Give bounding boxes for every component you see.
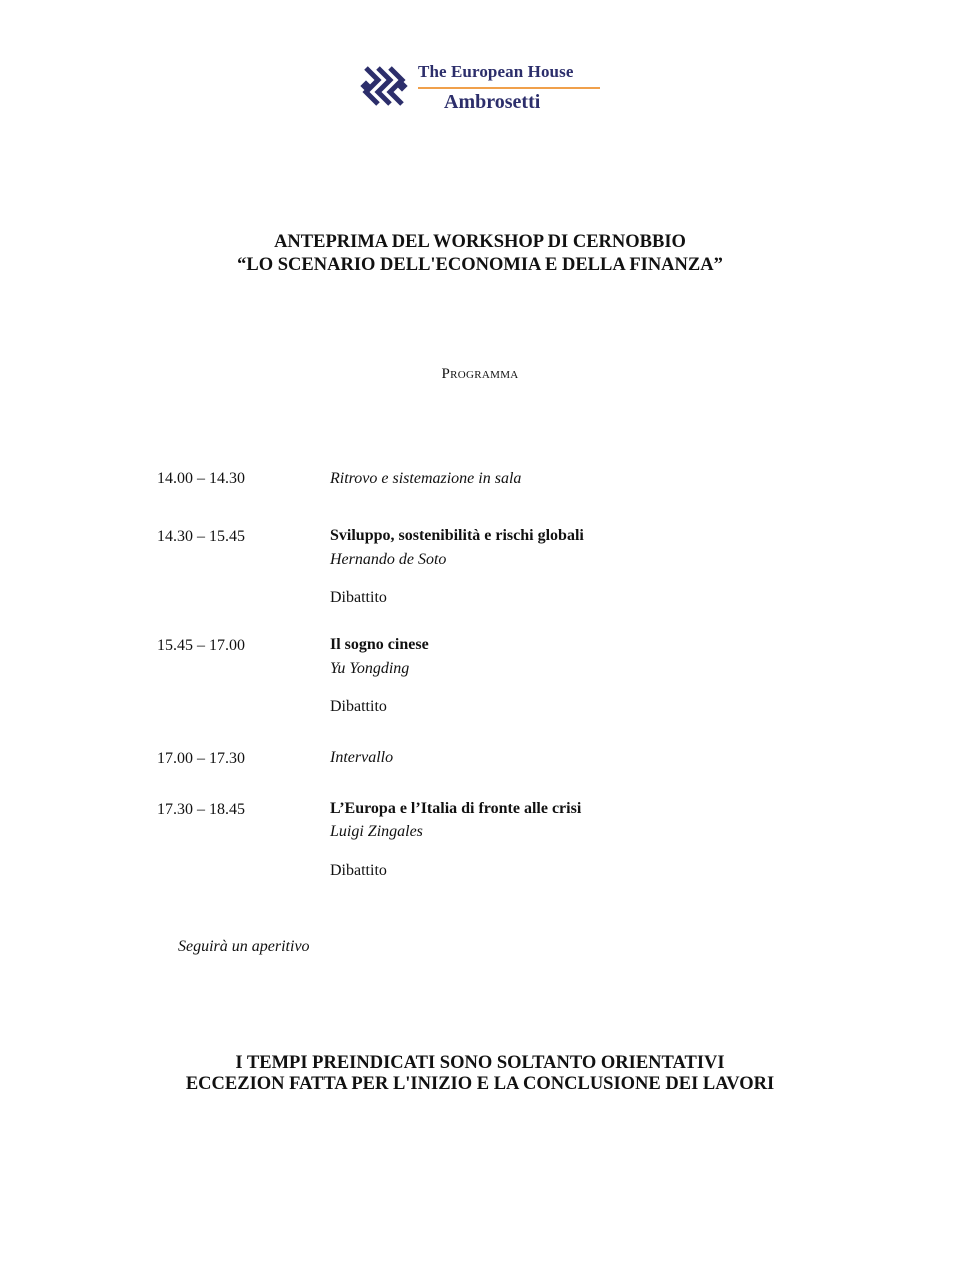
schedule-speaker: Hernando de Soto — [330, 551, 447, 568]
schedule-debate: Dibattito — [330, 589, 387, 606]
program-heading: Programma — [441, 366, 519, 382]
schedule-session: L’Europa e l’Italia di fronte alle crisi — [330, 800, 582, 817]
schedule-session: Il sogno cinese — [330, 636, 429, 653]
footer-note-line1: I TEMPI PREINDICATI SONO SOLTANTO ORIENTATIVI — [235, 1053, 725, 1073]
schedule-debate: Dibattito — [330, 698, 387, 715]
schedule-session: Intervallo — [330, 749, 394, 766]
closing-note: Seguirà un aperitivo — [178, 938, 310, 955]
schedule-speaker: Yu Yongding — [330, 660, 410, 677]
schedule-time: 14.00 – 14.30 — [157, 470, 245, 487]
event-title-line2: “LO SCENARIO DELL'ECONOMIA E DELLA FINANZA” — [237, 255, 723, 275]
ambrosetti-logo — [360, 60, 610, 116]
brand-name-bottom: Ambrosetti — [444, 91, 541, 113]
schedule-time: 17.00 – 17.30 — [157, 750, 245, 767]
logo-mark-icon — [360, 64, 412, 112]
schedule-debate: Dibattito — [330, 862, 387, 879]
footer-note-line2: ECCEZION FATTA PER L'INIZIO E LA CONCLUSIONE DEI LAVORI — [185, 1074, 775, 1094]
schedule-time: 14.30 – 15.45 — [157, 528, 245, 545]
brand-name-top: The European House — [418, 62, 574, 81]
schedule-session: Ritrovo e sistemazione in sala — [330, 470, 522, 487]
schedule-speaker: Luigi Zingales — [330, 823, 423, 840]
brand-divider-line — [418, 87, 600, 89]
schedule-session: Sviluppo, sostenibilità e rischi globali — [330, 527, 584, 544]
schedule-time: 15.45 – 17.00 — [157, 637, 245, 654]
schedule-time: 17.30 – 18.45 — [157, 801, 245, 818]
event-title-line1: ANTEPRIMA DEL WORKSHOP DI CERNOBBIO — [274, 232, 686, 252]
